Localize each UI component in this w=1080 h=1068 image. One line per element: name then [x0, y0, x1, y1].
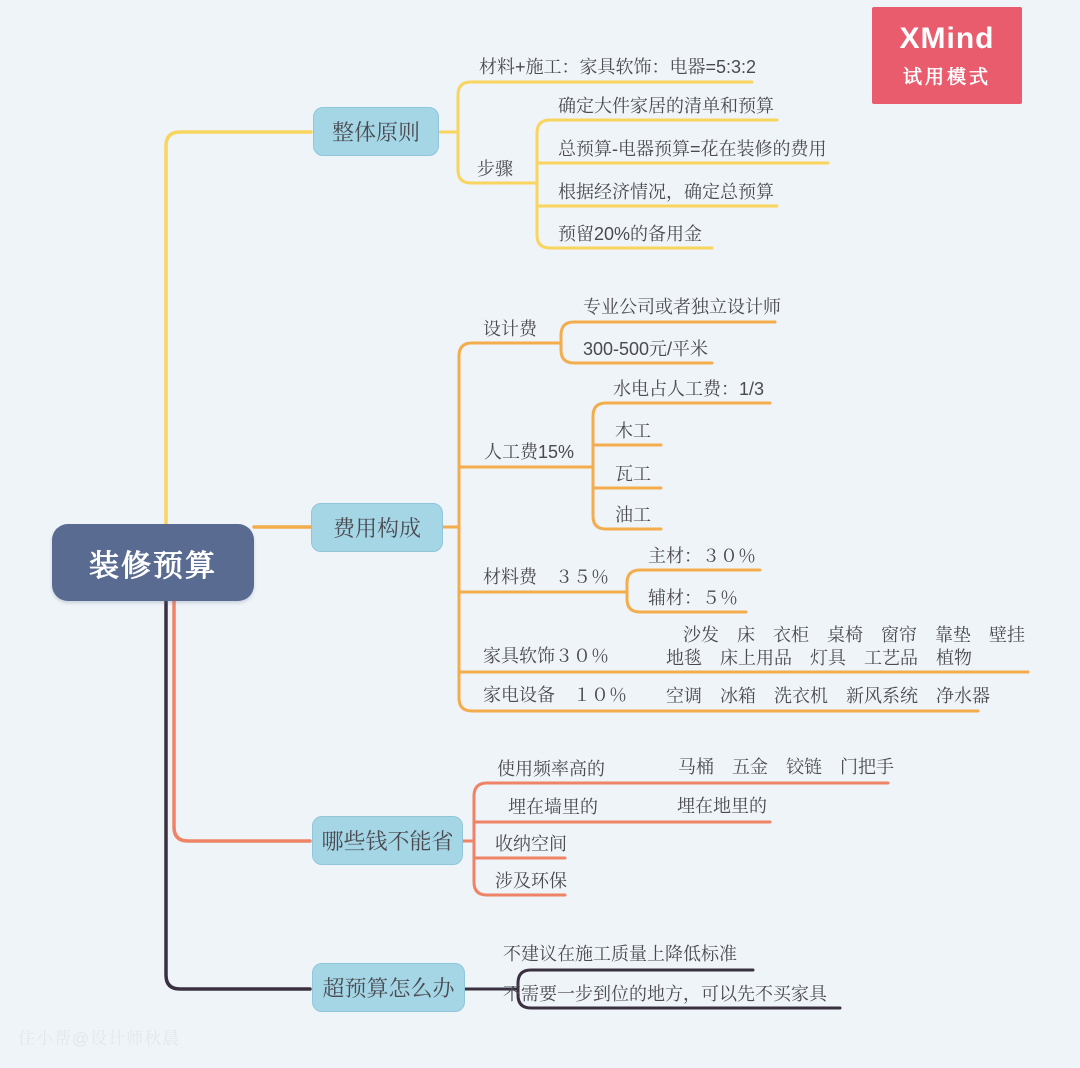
connector-root-to-over-budget — [166, 601, 310, 989]
topic-plumbing-share[interactable]: 水电占人工费：1/3 — [613, 379, 765, 399]
topic-step-1[interactable]: 确定大件家居的清单和预算 — [558, 96, 774, 116]
connector-root-to-overall-principles — [166, 132, 311, 525]
branch-node-overall-principles[interactable] — [313, 107, 439, 156]
topic-carpenter[interactable]: 木工 — [615, 421, 651, 441]
xmind-trial-badge — [872, 7, 1022, 104]
branch-node-cannot-save[interactable] — [312, 816, 463, 865]
topic-mason[interactable]: 瓦工 — [615, 464, 651, 484]
root-node-renovation-budget[interactable] — [52, 524, 254, 601]
topic-storage[interactable]: 收纳空间 — [495, 834, 567, 854]
topic-painter[interactable]: 油工 — [615, 505, 651, 525]
connector-root-to-cannot-save — [174, 601, 310, 841]
topic-furniture-items-line1[interactable]: 沙发 床 衣柜 桌椅 窗帘 靠垫 壁挂 — [683, 625, 1025, 645]
watermark: 住小帮@设计师秋晨 — [18, 1029, 181, 1048]
branch-label: 超预算怎么办 — [322, 976, 455, 1001]
topic-auxiliary-material[interactable]: 辅材：５％ — [648, 588, 738, 608]
branch-node-cost-structure[interactable] — [311, 503, 443, 552]
topic-main-material[interactable]: 主材：３０％ — [648, 546, 756, 566]
topic-design-price[interactable]: 300-500元/平米 — [583, 339, 709, 359]
topic-design-fee[interactable]: 设计费 — [483, 319, 537, 339]
topic-appliance-items[interactable]: 空调 冰箱 洗衣机 新风系统 净水器 — [666, 686, 990, 706]
topic-step-3[interactable]: 根据经济情况，确定总预算 — [558, 182, 774, 202]
topic-in-wall[interactable]: 埋在墙里的 — [508, 797, 598, 817]
topic-material-fee[interactable]: 材料费 ３５％ — [483, 567, 609, 587]
branch-label: 哪些钱不能省 — [321, 829, 454, 854]
xmind-logo-text: XMind — [899, 22, 995, 55]
topic-appliance[interactable]: 家电设备 １０％ — [483, 685, 627, 705]
branch-node-over-budget[interactable] — [312, 963, 465, 1012]
topic-no-lower-quality[interactable]: 不建议在施工质量上降低标准 — [503, 944, 737, 964]
topic-furniture-items-line2[interactable]: 地毯 床上用品 灯具 工艺品 植物 — [666, 648, 972, 668]
trial-mode-label: 试用模式 — [902, 67, 991, 88]
topic-step-2[interactable]: 总预算-电器预算=花在装修的费用 — [558, 139, 827, 159]
root-label: 装修预算 — [89, 549, 217, 583]
topic-in-floor[interactable]: 埋在地里的 — [677, 796, 767, 816]
topic-environment[interactable]: 涉及环保 — [495, 871, 567, 891]
branch-label: 费用构成 — [332, 516, 421, 541]
topic-step-4[interactable]: 预留20%的备用金 — [558, 224, 703, 244]
topic-steps[interactable]: 步骤 — [477, 159, 513, 179]
topic-high-frequency[interactable]: 使用频率高的 — [497, 759, 605, 779]
topic-furniture[interactable]: 家具软饰３０％ — [483, 646, 609, 666]
topic-high-frequency-items[interactable]: 马桶 五金 铰链 门把手 — [678, 757, 894, 777]
topic-design-firm[interactable]: 专业公司或者独立设计师 — [583, 297, 781, 317]
topic-labor-fee[interactable]: 人工费15% — [484, 442, 575, 462]
topic-defer-furniture[interactable]: 不需要一步到位的地方，可以先不买家具 — [503, 984, 827, 1004]
topic-ratio[interactable]: 材料+施工：家具软饰：电器=5:3:2 — [479, 57, 757, 77]
branch-label: 整体原则 — [331, 120, 420, 145]
